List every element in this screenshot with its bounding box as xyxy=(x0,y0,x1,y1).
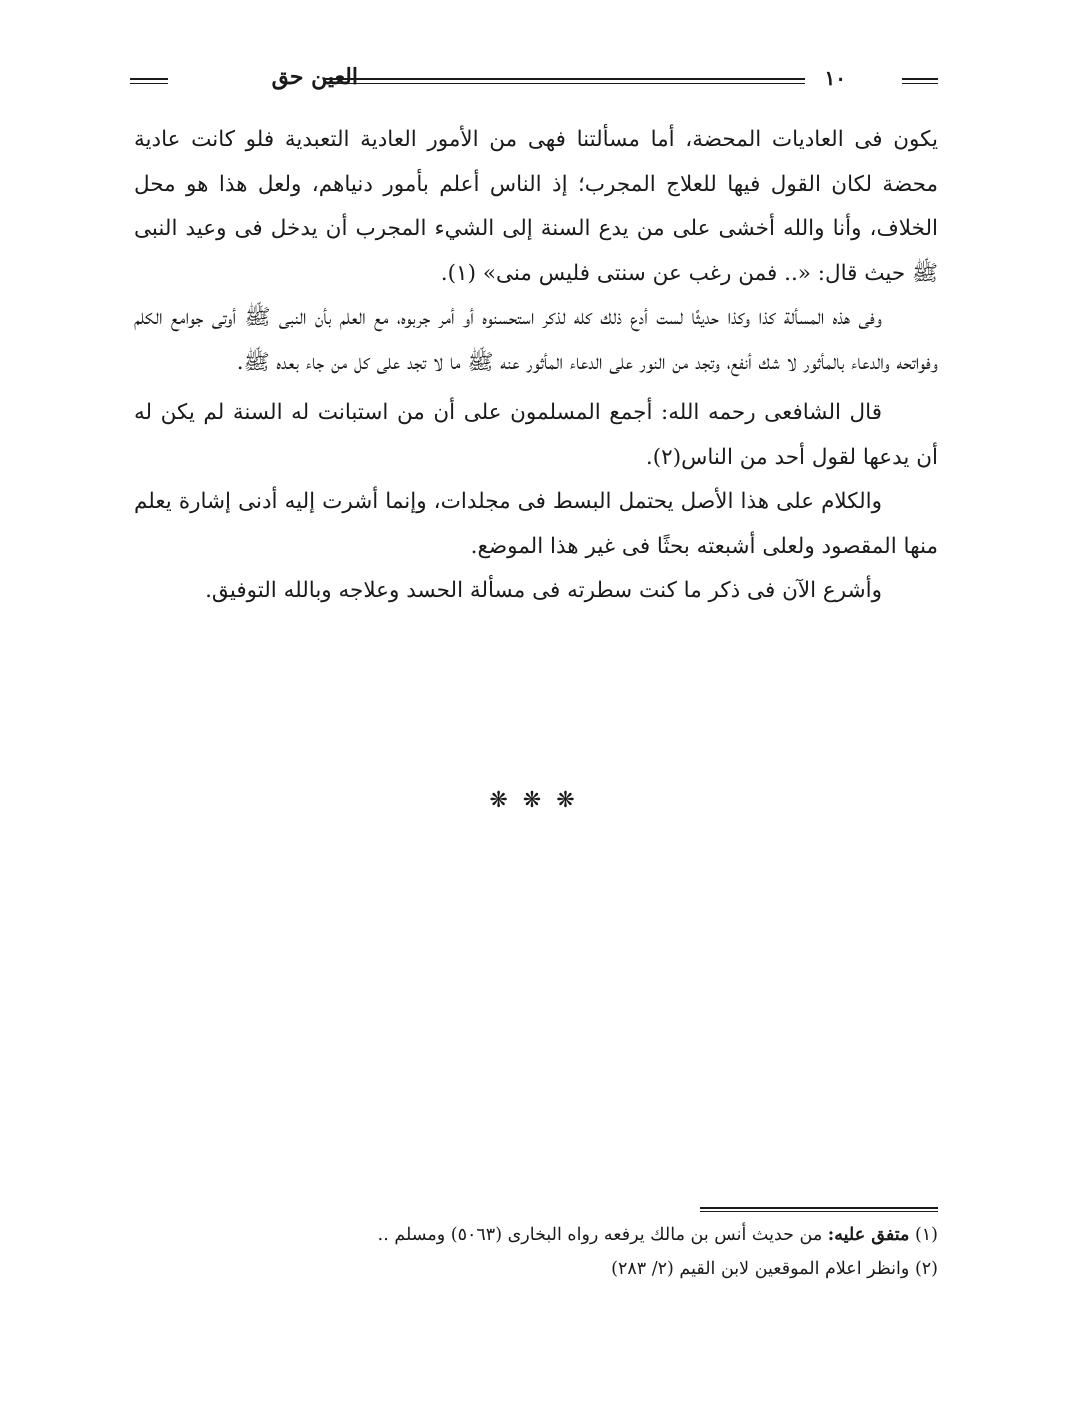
footnotes xyxy=(134,1218,938,1286)
paragraph-2: وفى هذه المسألة كذا وكذا حديثًا لست أدع ذلك كله لذكر استحسنوه أو أمر جربوه، مع العلم بأن النبى ﷺ أوتى جوامع الكلم وفواتحه والدعاء بالمأثور لا شك أنفع، وتجد من النور على الدعاء المأثور عنه ﷺ ما لا تجد على كل من جاء بعده ﷺ. xyxy=(134,305,938,375)
paragraph-4: والكلام على هذا الأصل يحتمل البسط فى مجلدات، وإنما أشرت إليه أدنى إشارة يعلم منها المقصود ولعلى أشبعته بحثًا فى غير هذا الموضع. xyxy=(134,489,938,559)
footnote-2-text: وانظر اعلام الموقعين لابن القيم (٢/ ٢٨٣) xyxy=(611,1259,910,1279)
footnote-1-text: من حديث أنس بن مالك يرفعه رواه البخارى (٥٠٦٣) ومسلم .. xyxy=(377,1225,823,1245)
page-number: ١٠ xyxy=(824,66,846,90)
footnote-1-label: متفق عليه: xyxy=(827,1225,910,1245)
section-separator: ❋ ❋ ❋ xyxy=(489,788,579,813)
paragraph-5: وأشرع الآن فى ذكر ما كنت سطرته فى مسألة الحسد وعلاجه وبالله التوفيق. xyxy=(205,578,882,603)
footnote-1 xyxy=(134,1218,938,1252)
main-text xyxy=(134,118,938,614)
footnote-2-number: (٢) xyxy=(914,1259,938,1279)
header-rule-left xyxy=(130,78,168,84)
footnote-2 xyxy=(134,1252,938,1286)
running-title: العين حق xyxy=(271,64,358,90)
paragraph-1: يكون فى العاديات المحضة، أما مسألتنا فهى من الأمور العادية التعبدية فلو كانت عادية محضة لكان القول فيها للعلاج المجرب؛ إذ الناس أعلم بأمور دنياهم، ولعل هذا هو محل الخلاف، وأنا والله أخشى على من يدع السنة إلى الشيء المجرب أن يدخل فى وعيد النبى ﷺ حيث قال: «.. فمن رغب عن سنتى فليس منى» (١). xyxy=(134,127,938,286)
header-rule-long xyxy=(325,78,805,84)
header-rule-right xyxy=(902,78,938,84)
footnote-1-number: (١) xyxy=(914,1225,938,1245)
footnote-rule xyxy=(700,1207,938,1212)
page-header xyxy=(130,64,938,104)
paragraph-3: قال الشافعى رحمه الله: أجمع المسلمون على أن من استبانت له السنة لم يكن له أن يدعها لقول أحد من الناس(٢). xyxy=(134,400,938,470)
